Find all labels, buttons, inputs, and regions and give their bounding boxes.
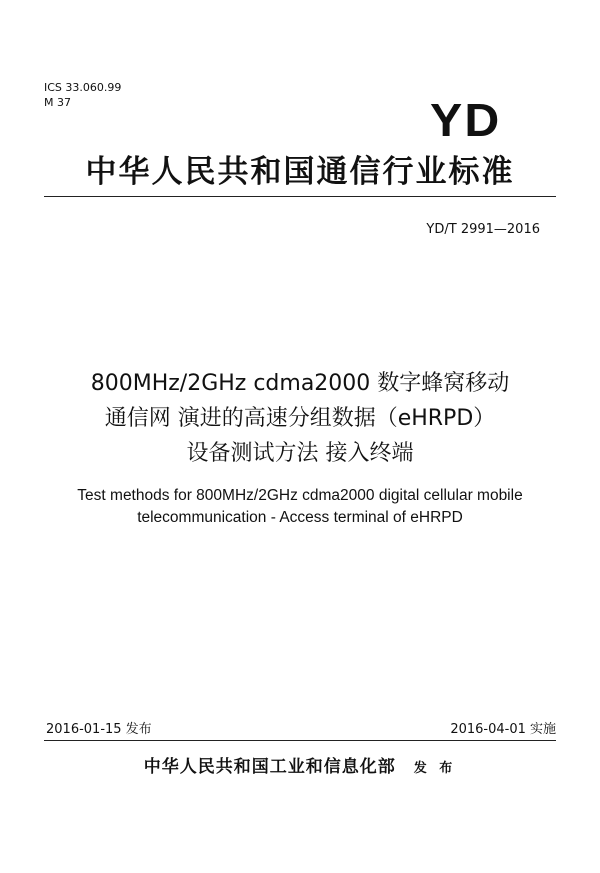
top-divider xyxy=(44,196,556,197)
publisher-action: 发 布 xyxy=(413,761,457,776)
chinese-title-line-1: 800MHz/2GHz cdma2000 数字蜂窝移动 xyxy=(90,371,510,396)
yd-logo: YD xyxy=(430,94,502,146)
chinese-title xyxy=(20,366,580,471)
document-number: YD/T 2991—2016 xyxy=(426,222,540,237)
bottom-divider xyxy=(44,740,556,741)
publisher xyxy=(0,752,600,777)
english-title xyxy=(20,485,580,529)
publisher-organization: 中华人民共和国工业和信息化部 xyxy=(143,757,396,777)
english-title-line-1: Test methods for 800MHz/2GHz cdma2000 digital cellular mobile xyxy=(77,487,523,504)
ccs-code: M 37 xyxy=(44,96,71,109)
classification-codes xyxy=(44,80,121,110)
issue-date: 2016-01-15 发布 xyxy=(46,722,152,737)
chinese-title-line-2: 通信网 演进的高速分组数据（eHRPD） xyxy=(104,406,496,431)
english-title-line-2: telecommunication - Access terminal of eHRPD xyxy=(137,509,463,526)
standard-title: 中华人民共和国通信行业标准 xyxy=(85,154,515,190)
implementation-date: 2016-04-01 实施 xyxy=(450,722,556,737)
chinese-title-line-3: 设备测试方法 接入终端 xyxy=(186,441,414,466)
ics-code: ICS 33.060.99 xyxy=(44,81,122,94)
